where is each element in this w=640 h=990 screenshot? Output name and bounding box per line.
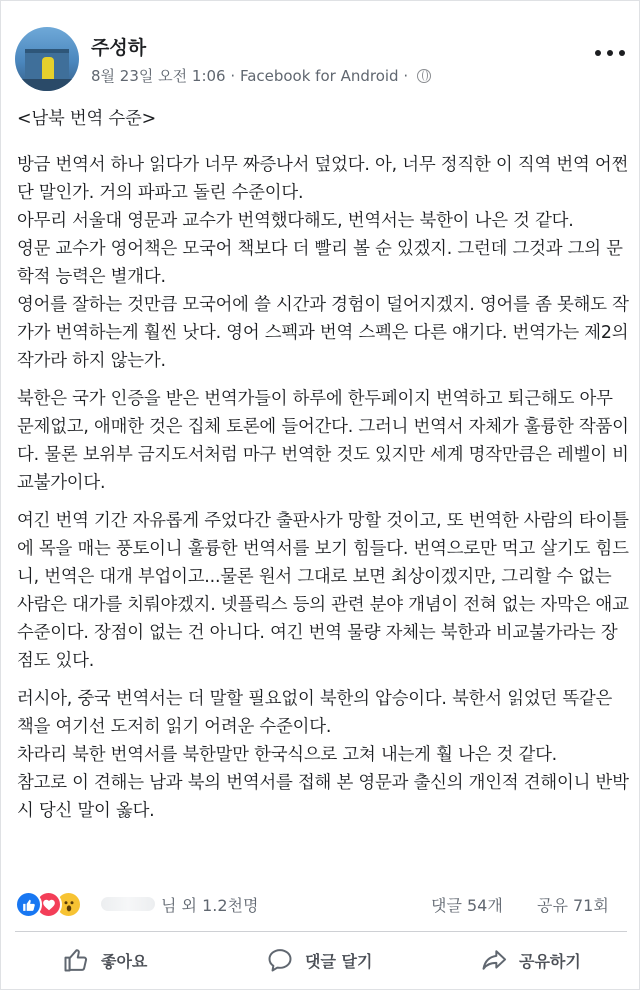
- post-source: Facebook for Android: [239, 67, 399, 85]
- avatar-figure: [42, 57, 54, 79]
- avatar-ground: [15, 79, 79, 91]
- blurred-name: [101, 897, 155, 911]
- post-paragraph: 참고로 이 견해는 남과 북의 번역서를 접해 본 영문과 출신의 개인적 견해이니 반박시 당신 말이 옳다.: [17, 773, 629, 821]
- reaction-count[interactable]: 님 외 1.2천명: [161, 896, 259, 915]
- post-body: [17, 105, 629, 825]
- comment-label: 댓글 달기: [305, 951, 373, 971]
- post-paragraph: 방금 번역서 하나 읽다가 너무 짜증나서 덮었다. 아, 너무 정직한 이 직역 번역 어쩐단 말인가. 거의 파파고 돌린 수준이다.: [17, 155, 629, 203]
- share-button[interactable]: [479, 933, 581, 987]
- globe-icon: [417, 69, 431, 83]
- share-icon: [479, 946, 509, 974]
- author-name[interactable]: 주성하: [91, 37, 147, 59]
- comment-button[interactable]: [265, 933, 372, 987]
- post-paragraph: 차라리 북한 번역서를 북한말만 한국식으로 고쳐 내는게 훨 나은 것 같다.: [17, 745, 557, 765]
- reactions-bar: [1, 887, 640, 923]
- post-title: <남북 번역 수준>: [17, 109, 156, 129]
- post-paragraph: 아무리 서울대 영문과 교수가 번역했다해도, 번역서는 북한이 나은 것 같다.: [17, 211, 574, 231]
- comment-icon: [265, 946, 295, 974]
- reaction-icons[interactable]: [15, 891, 95, 919]
- post-paragraph: 북한은 국가 인증을 받은 번역가들이 하루에 한두페이지 번역하고 퇴근해도 아무 문제없고, 애매한 것은 집체 토론에 들어간다. 그러니 번역서 자체가 훌륭한 작품이다. 물론 보위부 금지도서처럼 마구 번역한 것도 있지만 세계 명작만큼은 레벨이 비교불가이다.: [17, 389, 629, 493]
- meta-separator: ·: [230, 67, 236, 85]
- meta-separator-2: ·: [403, 67, 409, 85]
- comment-count[interactable]: 댓글 54개: [431, 896, 503, 915]
- avatar[interactable]: [15, 27, 79, 91]
- like-icon: [15, 891, 42, 918]
- post-paragraph: 러시아, 중국 번역서는 더 말할 필요없이 북한의 압승이다. 북한서 읽었던 똑같은 책을 여기선 도저히 읽기 어려운 수준이다.: [17, 689, 613, 737]
- like-button[interactable]: [61, 933, 147, 987]
- post-paragraph: 여긴 번역 기간 자유롭게 주었다간 출판사가 망할 것이고, 또 번역한 사람의 타이틀에 목을 매는 풍토이니 훌륭한 번역서를 보기 힘들다. 번역으로만 먹고 살기도 힘드니, 번역은 대개 부업이고...물론 원서 그대로 보면 최상이겠지만, 그리할 수 없는 사람은 대가를 치뤄야겠지. 넷플릭스 등의 관련 분야 개념이 전혀 없는 자막은 애교 수준이다. 장점이 없는 건 아니다. 여긴 번역 물량 자체는 북한과 비교불가라는 장점도 있다.: [17, 511, 629, 671]
- post-paragraph: 영어를 잘하는 것만큼 모국어에 쓸 시간과 경험이 덜어지겠지. 영어를 좀 못해도 작가가 번역하는게 훨씬 낫다. 영어 스펙과 번역 스펙은 다른 얘기다. 번역가는 제2의 작가라 하지 않는가.: [17, 295, 629, 371]
- thumbs-up-icon: [61, 946, 91, 974]
- more-options-icon[interactable]: [595, 47, 625, 59]
- like-label: 좋아요: [101, 951, 148, 971]
- action-bar: [1, 933, 640, 987]
- post-header: [1, 1, 640, 101]
- post-meta: [91, 65, 431, 86]
- divider: [15, 931, 627, 932]
- share-count[interactable]: 공유 71회: [537, 896, 609, 915]
- post-date[interactable]: 8월 23일 오전 1:06: [91, 67, 226, 85]
- share-label: 공유하기: [519, 951, 581, 971]
- post-paragraph: 영문 교수가 영어책은 모국어 책보다 더 빨리 볼 순 있겠지. 그런데 그것과 그의 문학적 능력은 별개다.: [17, 239, 623, 287]
